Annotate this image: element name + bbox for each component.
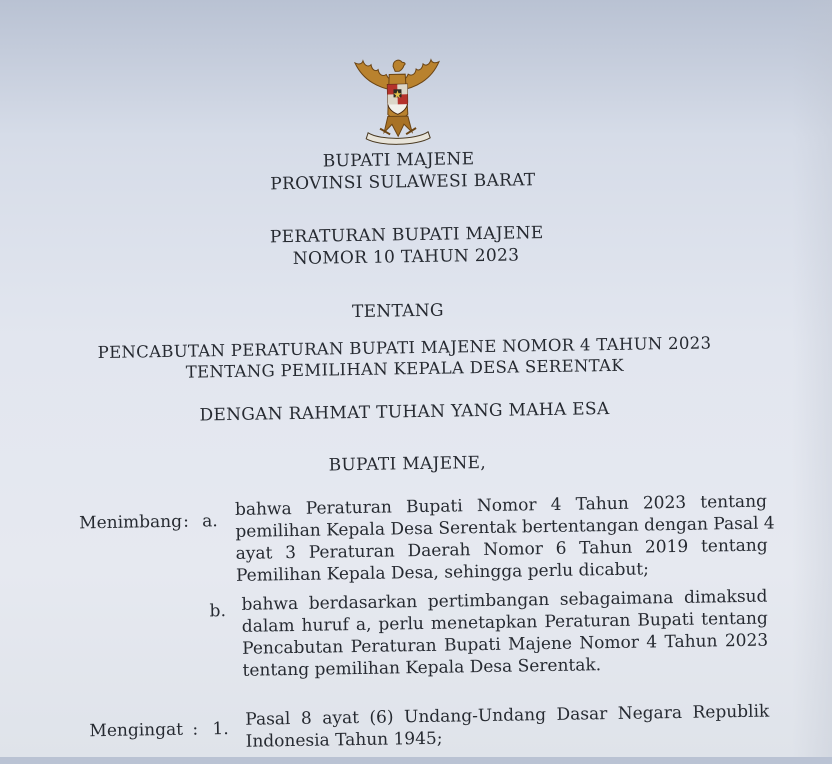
menimbang-item-b-marker: b. — [209, 601, 227, 622]
mengingat-label: Mengingat — [89, 719, 184, 742]
menimbang-item-b-line-2: dalam huruf a, perlu menetapkan Peraturan Bupati tentang — [241, 608, 768, 637]
subject-tentang: TENTANG — [351, 300, 445, 323]
regulation-title: PERATURAN BUPATI MAJENE — [269, 223, 544, 248]
mengingat-item-1-line-2: Indonesia Tahun 1945; — [245, 728, 443, 752]
header-line-2: PROVINSI SULAWESI BARAT — [270, 170, 536, 195]
menimbang-item-a-marker: a. — [202, 511, 218, 532]
preamble-authority: BUPATI MAJENE, — [328, 452, 487, 476]
menimbang-item-a-line-1: bahwa Peraturan Bupati Nomor 4 Tahun 2023 tentang — [234, 491, 768, 520]
menimbang-item-a — [234, 491, 775, 587]
menimbang-item-b-line-4: tentang pemilihan Kepala Desa Serentak. — [242, 655, 602, 681]
menimbang-item-b-line-3: Pencabutan Peraturan Bupati Majene Nomor 4 Tahun 2023 — [242, 630, 769, 659]
subject-line-1: PENCABUTAN PERATURAN BUPATI MAJENE NOMOR 4 TAHUN 2023 — [97, 333, 712, 363]
regulation-number: NOMOR 10 TAHUN 2023 — [292, 245, 520, 269]
garuda-emblem-icon — [349, 44, 447, 149]
header-line-1: BUPATI MAJENE — [322, 149, 475, 172]
menimbang-label: Menimbang — [79, 511, 183, 534]
menimbang-item-a-line-2: pemilihan Kepala Desa Serentak bertentangan dengan Pasal 4 — [235, 513, 775, 542]
menimbang-colon: : — [183, 511, 190, 532]
subject-line-2: TENTANG PEMILIHAN KEPALA DESA SERENTAK — [185, 355, 625, 382]
menimbang-item-b — [241, 586, 768, 682]
menimbang-item-a-line-4: Pemilihan Kepala Desa, sehingga perlu dicabut; — [235, 559, 650, 586]
mengingat-item-1-line-1: Pasal 8 ayat (6) Undang-Undang Dasar Negara Republik — [245, 701, 770, 730]
mengingat-item-1-marker: 1. — [212, 719, 229, 740]
preamble-grace: DENGAN RAHMAT TUHAN YANG MAHA ESA — [199, 399, 610, 426]
menimbang-item-a-line-3: ayat 3 Peraturan Daerah Nomor 6 Tahun 2019 tentang — [235, 535, 768, 564]
menimbang-item-b-line-1: bahwa berdasarkan pertimbangan sebagaimana dimaksud — [241, 586, 768, 615]
mengingat-item-1 — [245, 701, 770, 753]
mengingat-colon: : — [192, 719, 199, 740]
paper-shadow — [792, 0, 832, 757]
